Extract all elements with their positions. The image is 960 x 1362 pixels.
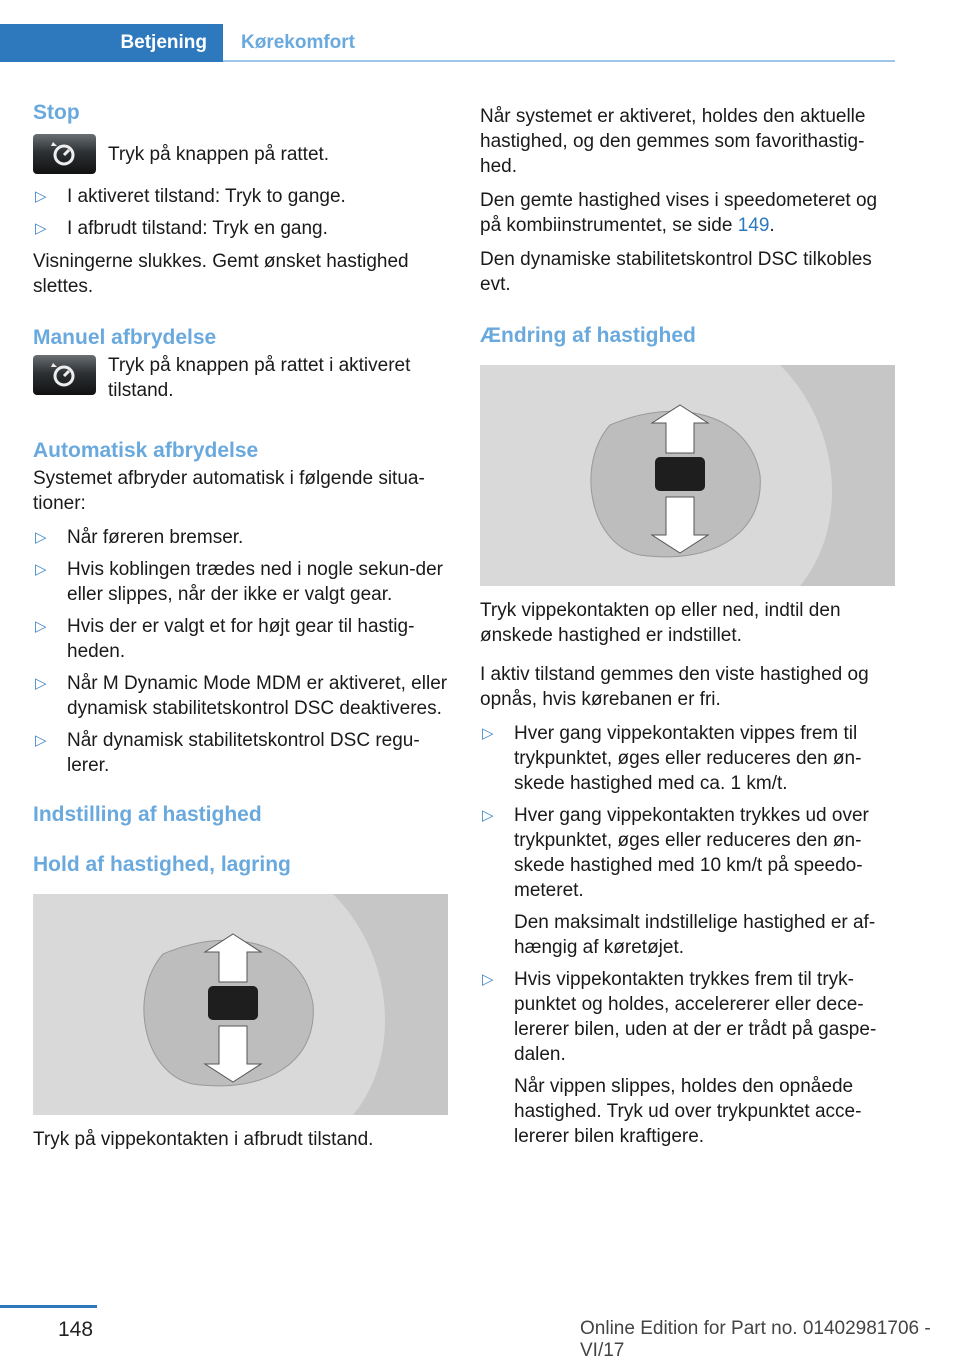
right-paragraph-5: I aktiv tilstand gemmes den viste hastighed og opnås, hvis kørebanen er fri. bbox=[480, 664, 869, 710]
list-item: ▷ Hvis koblingen trædes ned i nogle sekun‐der eller slippes, når der ikke er valgt gear. bbox=[33, 557, 448, 607]
manual-heading: Manuel afbrydelse bbox=[33, 326, 217, 349]
stop-heading: Stop bbox=[33, 101, 80, 124]
auto-list bbox=[33, 525, 448, 778]
tab-korekomfort[interactable]: Kørekomfort bbox=[223, 24, 895, 62]
list-item bbox=[480, 803, 895, 960]
footer-line bbox=[0, 1305, 97, 1308]
list-item-continuation: Når vippen slippes, holdes den opnåede hastighed. Tryk ud over trykpunktet acce‐lererer bilen kraftigere. bbox=[514, 1076, 862, 1147]
chapter-tabs bbox=[0, 24, 895, 62]
auto-heading: Automatisk afbrydelse bbox=[33, 439, 259, 462]
list-item bbox=[480, 967, 895, 1149]
edition-text: Online Edition for Part no. 01402981706 - VI/17 bbox=[580, 1318, 931, 1361]
list-item-text: Hver gang vippekontakten trykkes ud over trykpunktet, øges eller reduceres den øn‐skede hastighed med 10 km/t på speedo‐meteret. bbox=[514, 805, 869, 901]
change-heading: Ændring af hastighed bbox=[480, 324, 696, 347]
right-paragraph-1: Når systemet er aktiveret, holdes den aktuelle hastighed, og den gemmes som favorithastig‐hed. bbox=[480, 106, 866, 177]
hold-heading: Hold af hastighed, lagring bbox=[33, 853, 291, 876]
right-paragraph-2 bbox=[480, 188, 895, 238]
right-paragraph-3: Den dynamiske stabilitetskontrol DSC tilkobles evt. bbox=[480, 249, 872, 295]
setting-heading: Indstilling af hastighed bbox=[33, 803, 262, 826]
list-item-continuation: Den maksimalt indstillelige hastighed er af‐hængig af køretøjet. bbox=[514, 912, 876, 958]
list-item-text: Hver gang vippekontakten vippes frem til trykpunktet, øges eller reduceres den øn‐skede hastighed med ca. 1 km/t. bbox=[514, 723, 862, 794]
list-item: ▷ Hvis der er valgt et for højt gear til hastig‐heden. bbox=[33, 614, 448, 664]
list-item: ▷ Når dynamisk stabilitetskontrol DSC regu‐lerer. bbox=[33, 728, 448, 778]
hold-caption: Tryk på vippekontakten i afbrudt tilstand. bbox=[33, 1129, 374, 1150]
page-link[interactable]: 149 bbox=[737, 215, 770, 236]
stop-text: Tryk på knappen på rattet. bbox=[108, 144, 330, 165]
stop-after-text: Visningerne slukkes. Gemt ønsket hastighed slettes. bbox=[33, 251, 409, 297]
manual-text: Tryk på knappen på rattet i aktiveret tilstand. bbox=[108, 355, 411, 401]
cruise-button-icon bbox=[33, 134, 96, 174]
change-list bbox=[480, 721, 895, 1149]
list-item: ▷ Når føreren bremser. bbox=[33, 525, 448, 550]
page-number: 148 bbox=[58, 1318, 94, 1341]
tab-betjening[interactable]: Betjening bbox=[0, 24, 223, 62]
stop-icon-wrap bbox=[33, 98, 108, 174]
right-paragraph-4: Tryk vippekontakten op eller ned, indtil den ønskede hastighed er indstillet. bbox=[480, 600, 841, 646]
rocker-switch-illustration bbox=[480, 365, 895, 586]
p2-text: Den gemte hastighed vises i speedometeret og på kombiinstrumentet, se side bbox=[480, 190, 878, 236]
list-item: ▷ I aktiveret tilstand: Tryk to gange. bbox=[33, 184, 448, 209]
list-item: ▷ Når M Dynamic Mode MDM er aktiveret, eller dynamisk stabilitetskontrol DSC deaktiveres. bbox=[33, 671, 448, 721]
cruise-button-icon bbox=[33, 355, 96, 395]
stop-list bbox=[33, 184, 448, 241]
list-item: ▷ I afbrudt tilstand: Tryk en gang. bbox=[33, 216, 448, 241]
left-column bbox=[33, 98, 448, 1161]
right-column bbox=[480, 104, 895, 1157]
rocker-switch-illustration bbox=[33, 894, 448, 1115]
list-item bbox=[480, 721, 895, 796]
auto-text: Systemet afbryder automatisk i følgende situa‐tioner: bbox=[33, 468, 425, 514]
p2-end: . bbox=[769, 215, 775, 236]
list-item-text: Hvis vippekontakten trykkes frem til tryk‐punktet og holdes, accelererer eller dece‐lererer bilen, uden at der er trådt på gaspe‐dalen. bbox=[514, 969, 877, 1065]
tab-underline bbox=[223, 60, 895, 62]
stop-section bbox=[33, 98, 448, 176]
manual-section bbox=[33, 353, 448, 412]
